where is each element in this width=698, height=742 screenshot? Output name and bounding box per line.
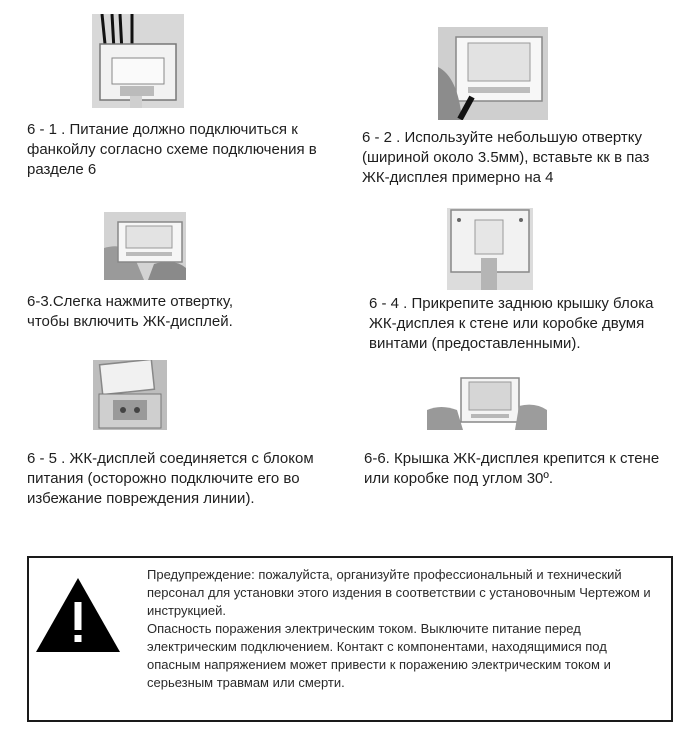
warning-triangle-icon: [34, 576, 122, 654]
step-6-4-photo: [447, 208, 533, 290]
step-6-2-text: 6 - 2 . Используйте небольшую отвертку (шириной около 3.5мм), вставьте кк в паз ЖК-дисплея примерно на 4: [362, 129, 650, 186]
step-6-3-photo: [104, 212, 186, 280]
step-6-5-photo: [93, 360, 167, 430]
step-6-2-photo: [438, 27, 548, 120]
step-6-1-photo: [92, 14, 184, 108]
warning-paragraph-2: Опасность поражения электрическим током. Выключите питание перед электрическим подключением. Контакт с компонентами, находящимися под опасным напряжением может привести к поражению электрическим током и серьезным травмам или смерти.: [147, 621, 611, 690]
step-6-6-photo: [427, 376, 547, 430]
warning-box: [27, 556, 673, 722]
step-6-4-text: 6 - 4 . Прикрепите заднюю крышку блока ЖК-дисплея к стене или коробке двумя винтами (предоставленными).: [369, 295, 654, 352]
step-6-1-text: 6 - 1 . Питание должно подключиться к фанкойлу согласно схеме подключения в разделе 6: [27, 121, 317, 178]
step-6-5-text: 6 - 5 . ЖК-дисплей соединяется с блоком питания (осторожно подключите его во избежание повреждения линии).: [27, 450, 314, 507]
step-6-6-text: 6-6. Крышка ЖК-дисплея крепится к стене или коробке под углом 30º.: [364, 450, 660, 487]
step-6-3-text: 6-3.Слегка нажмите отвертку, чтобы включить ЖК-дисплей.: [27, 293, 234, 330]
warning-text: [147, 566, 662, 692]
warning-paragraph-1: Предупреждение: пожалуйста, организуйте профессиональный и технический персонал для установки этого издения в соответствии с установочным Чертежом и инструкцией.: [147, 567, 651, 618]
